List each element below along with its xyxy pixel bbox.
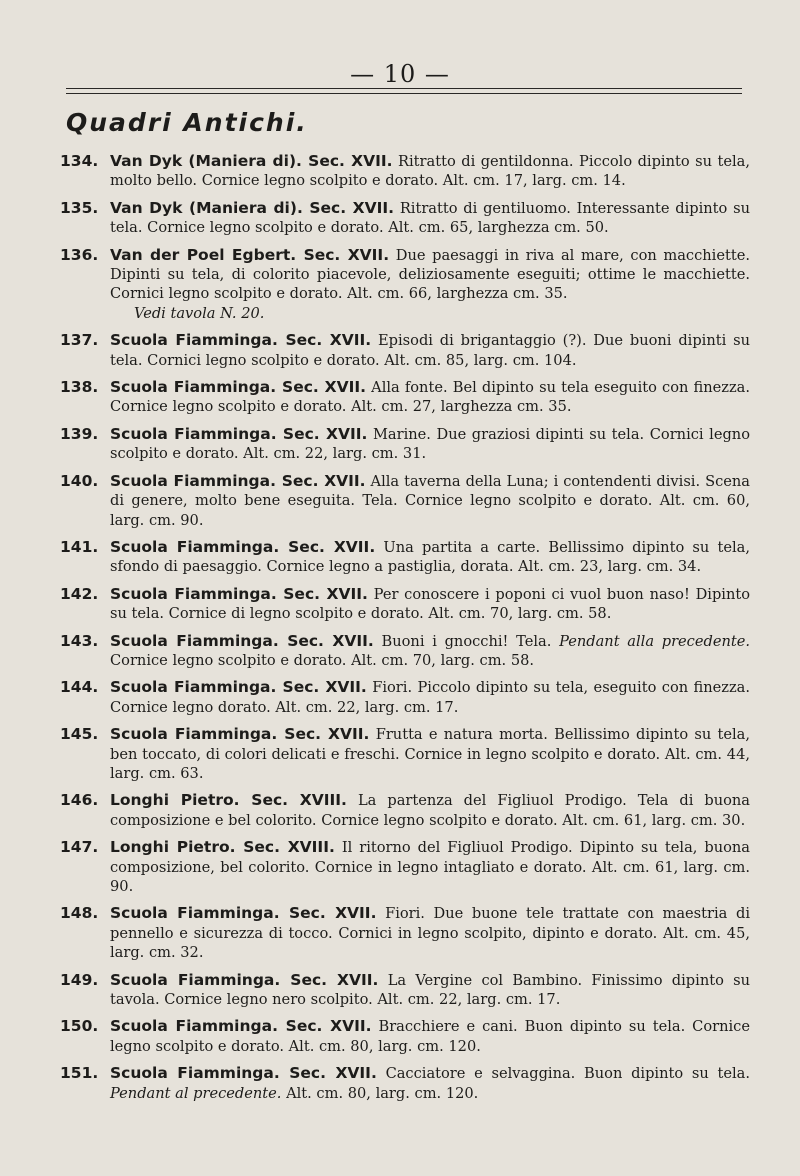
entry-body: [110, 1017, 750, 1056]
entry-body: [110, 246, 750, 324]
entry-author: Scuola Fiamminga. Sec. XVII.: [110, 1064, 377, 1083]
catalog-entry: [60, 971, 750, 1010]
entry-author: Scuola Fiamminga. Sec. XVII.: [110, 725, 370, 744]
entry-author: Scuola Fiamminga. Sec. XVII.: [110, 331, 372, 350]
entry-body: [110, 199, 750, 238]
entry-description: Buoni i gnocchi! Tela.: [381, 632, 552, 650]
entry-number: 134.: [60, 152, 99, 170]
entry-number: 137.: [60, 331, 99, 350]
catalog-entry: [60, 585, 750, 624]
entry-number: 139.: [60, 424, 99, 443]
entry-body: [110, 904, 750, 962]
entry-description: La partenza del Figliuol Prodigo. Tela di buona composizione e bel colorito. Cornice legno scolpito e dorato. Alt. cm. 61, larg. cm. 30.: [110, 792, 750, 829]
catalog-entry: [60, 199, 750, 238]
entry-body: [110, 1064, 750, 1103]
entry-description: Frutta e natura morta. Bellissimo dipinto su tela, ben toccato, di colori delicati e freschi. Cornice in legno scolpito e dorato. Alt. cm. 44, larg. cm. 63.: [110, 726, 751, 782]
entry-body: [110, 538, 750, 577]
entry-author: Scuola Fiamminga. Sec. XVII.: [110, 970, 379, 989]
entry-number: 146.: [60, 791, 99, 810]
catalog-entry: [60, 904, 750, 962]
entry-body: [110, 838, 750, 896]
entry-body: [110, 585, 750, 624]
catalog-entry: [60, 1064, 750, 1103]
entry-author: Scuola Fiamminga. Sec. XVII.: [110, 584, 368, 603]
entry-body: [110, 791, 750, 830]
entry-pendant-note: Pendant al precedente.: [110, 1084, 282, 1102]
entry-number: 140.: [60, 471, 99, 490]
entry-description-continued: Alt. cm. 80, larg. cm. 120.: [286, 1084, 479, 1102]
entry-body: [110, 632, 750, 671]
entry-description: La Vergine col Bambino. Finissimo dipinto su tavola. Cornice legno nero scolpito. Alt. cm. 22, larg. cm. 17.: [110, 971, 751, 1009]
entry-description: Due paesaggi in riva al mare, con macchiette. Dipinti su tela, di colorito piacevole, deliziosamente eseguiti; ottime le macchiette. Cornici legno scolpito e dorato. Alt. cm. 66, larghezza cm. 35.: [110, 246, 750, 303]
catalog-entry: [60, 791, 750, 830]
entry-number: 141.: [60, 537, 99, 556]
catalog-entry: [60, 538, 750, 577]
entry-author: Longhi Pietro. Sec. XVIII.: [110, 838, 335, 857]
entry-number: 147.: [60, 838, 99, 857]
entry-body: [110, 152, 750, 191]
entry-number: 149.: [60, 970, 99, 989]
entry-author: Scuola Fiamminga. Sec. XVII.: [110, 537, 376, 556]
page-number: — 10 —: [350, 60, 450, 88]
entry-number: 151.: [60, 1064, 99, 1083]
header-rule-bottom: [66, 93, 742, 94]
entry-author: Scuola Fiamminga. Sec. XVII.: [110, 471, 366, 490]
section-title: Quadri Antichi.: [66, 108, 308, 137]
entry-number: 136.: [60, 245, 99, 264]
catalog-entry: [60, 331, 750, 370]
entry-number: 148.: [60, 904, 99, 923]
entry-author: Scuola Fiamminga. Sec. XVII.: [110, 678, 367, 697]
entry-description: Una partita a carte. Bellissimo dipinto su tela, sfondo di paesaggio. Cornice legno a pastiglia, dorata. Alt. cm. 23, larg. cm. 34.: [110, 538, 751, 576]
entry-description-continued: Cornice legno scolpito e dorato. Alt. cm. 70, larg. cm. 58.: [110, 651, 535, 669]
header-rule-top: [66, 88, 742, 89]
catalog-entry: [60, 678, 750, 717]
entry-number: 138.: [60, 378, 99, 397]
entry-author: Scuola Fiamminga. Sec. XVII.: [110, 904, 377, 923]
catalog-entry: [60, 472, 750, 530]
entry-body: [110, 678, 750, 717]
catalog-entry: [60, 632, 750, 671]
entry-number: 142.: [60, 584, 99, 603]
entry-body: [110, 378, 750, 417]
catalog-list: [60, 152, 750, 1111]
entry-body: [110, 971, 750, 1010]
entry-body: [110, 472, 750, 530]
entry-body: [110, 331, 750, 370]
catalog-entry: [60, 1017, 750, 1056]
entry-description: Episodi di brigantaggio (?). Due buoni dipinti su tela. Cornici legno scolpito e dorato. Alt. cm. 85, larg. cm. 104.: [110, 332, 750, 369]
entry-description: Ritratto di gentiluomo. Interessante dipinto su tela. Cornice legno scolpito e dorato. Alt. cm. 65, larghezza cm. 50.: [110, 199, 751, 237]
catalog-entry: [60, 378, 750, 417]
entry-description: Bracchiere e cani. Buon dipinto su tela. Cornice legno scolpito e dorato. Alt. cm. 80, larg. cm. 120.: [110, 1018, 750, 1055]
catalog-entry: [60, 246, 750, 324]
entry-plate-reference: Vedi tavola N. 20.: [134, 304, 265, 322]
entry-author: Scuola Fiamminga. Sec. XVII.: [110, 378, 367, 397]
entry-author: Longhi Pietro. Sec. XVIII.: [110, 791, 347, 810]
entry-description: Cacciatore e selvaggina. Buon dipinto su tela.: [385, 1065, 750, 1083]
entry-description: Fiori. Piccolo dipinto su tela, eseguito con finezza. Cornice legno dorato. Alt. cm. 22, larg. cm. 17.: [110, 679, 750, 716]
catalog-entry: [60, 152, 750, 191]
entry-body: [110, 425, 750, 464]
entry-body: [110, 725, 750, 783]
entry-number: 150.: [60, 1017, 99, 1036]
entry-number: 143.: [60, 631, 99, 650]
entry-description: Per conoscere i poponi ci vuol buon naso! Dipinto su tela. Cornice di legno scolpito e dorato. Alt. cm. 70, larg. cm. 58.: [110, 585, 750, 623]
entry-pendant-note: Pendant alla precedente.: [559, 632, 751, 650]
entry-description: Fiori. Due buone tele trattate con maestria di pennello e sicurezza di tocco. Cornici in legno scolpito, dipinto e dorato. Alt. cm. 45, larg. cm. 32.: [110, 905, 750, 962]
entry-description: Alla taverna della Luna; i contendenti divisi. Scena di genere, molto bene eseguita. Tela. Cornice legno scolpito e dorato. Alt. cm. 60, larg. cm. 90.: [110, 472, 750, 529]
entry-author: Van der Poel Egbert. Sec. XVII.: [110, 245, 390, 264]
entry-author: Van Dyk (Maniera di). Sec. XVII.: [110, 152, 393, 170]
entry-number: 144.: [60, 678, 99, 697]
entry-author: Scuola Fiamminga. Sec. XVII.: [110, 631, 374, 650]
entry-description: Il ritorno del Figliuol Prodigo. Dipinto su tela, buona composizione, bel colorito. Cornice in legno intagliato e dorato. Alt. cm. 61, larg. cm. 90.: [110, 839, 751, 895]
catalog-entry: [60, 725, 750, 783]
entry-author: Scuola Fiamminga. Sec. XVII.: [110, 424, 368, 443]
entry-description: Ritratto di gentildonna. Piccolo dipinto su tela, molto bello. Cornice legno scolpito e dorato. Alt. cm. 17, larg. cm. 14.: [110, 153, 751, 190]
catalog-entry: [60, 838, 750, 896]
catalog-entry: [60, 425, 750, 464]
entry-author: Scuola Fiamminga. Sec. XVII.: [110, 1017, 372, 1036]
entry-number: 145.: [60, 725, 99, 744]
entry-author: Van Dyk (Maniera di). Sec. XVII.: [110, 198, 395, 217]
entry-description: Alla fonte. Bel dipinto su tela eseguito con finezza. Cornice legno scolpito e dorato. Alt. cm. 27, larghezza cm. 35.: [110, 379, 751, 416]
entry-number: 135.: [60, 198, 99, 217]
entry-description: Marine. Due graziosi dipinti su tela. Cornici legno scolpito e dorato. Alt. cm. 22, larg. cm. 31.: [110, 425, 750, 463]
